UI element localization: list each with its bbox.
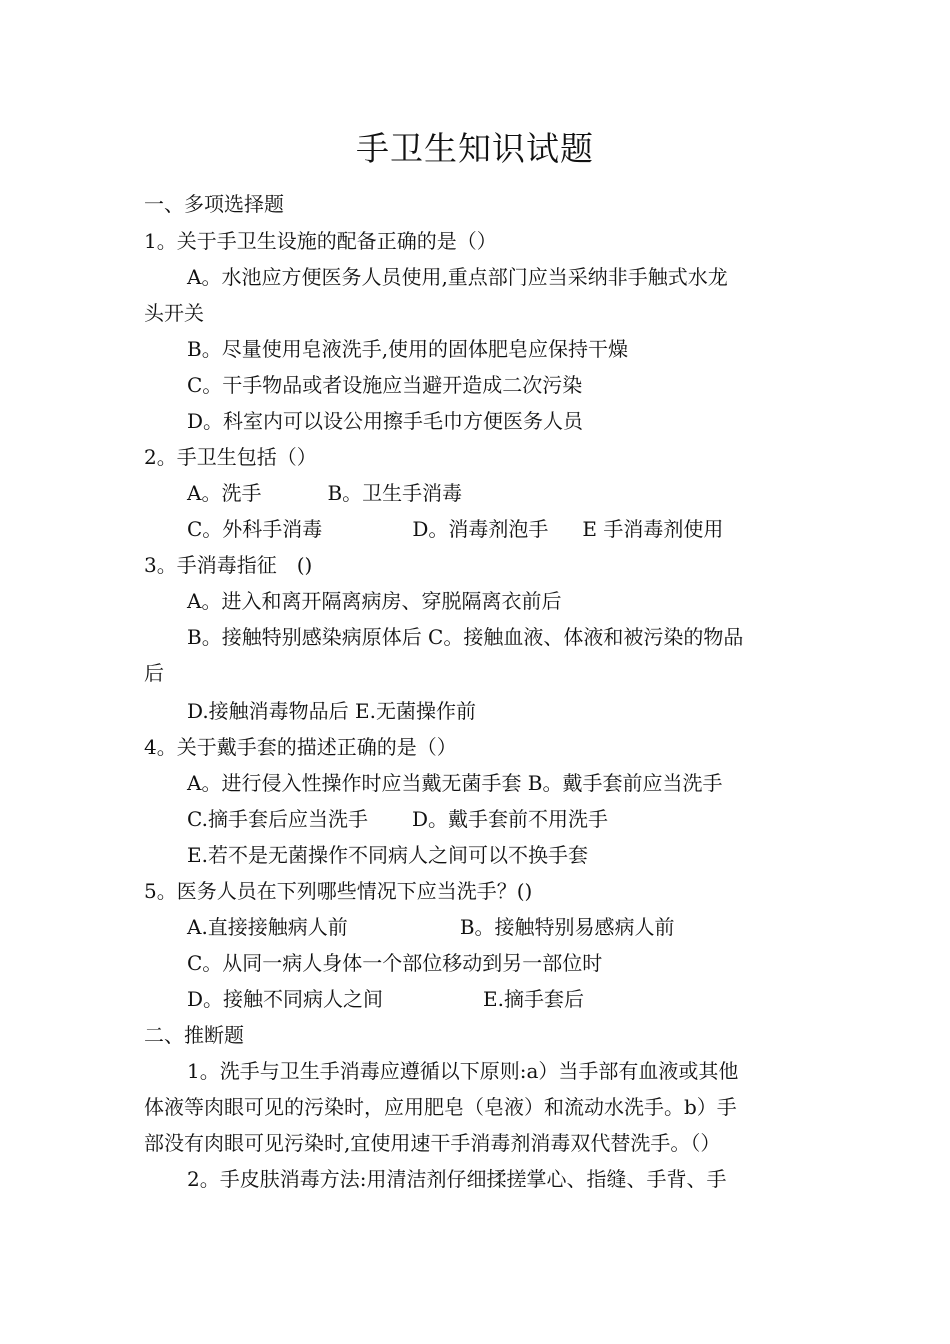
question-2-options-row-1 [187, 479, 462, 507]
question-5-option-e: E.摘手套后 [483, 987, 585, 1011]
question-3-option-b-c-continued: 后 [144, 661, 164, 685]
question-5-option-b: B。接触特别易感病人前 [459, 915, 675, 939]
question-5-option-d: D。接触不同病人之间 [187, 987, 384, 1011]
question-4-option-d: D。戴手套前不用洗手 [411, 807, 608, 831]
question-5-option-a: A.直接接触病人前 [187, 915, 348, 939]
question-2-option-a: A。洗手 [187, 481, 262, 505]
question-5-options-row-1 [187, 913, 675, 941]
question-3-option-d-e: D.接触消毒物品后 E.无菌操作前 [187, 699, 476, 723]
question-2-options-row-2 [187, 515, 723, 543]
judgement-1-line-3: 部没有肉眼可见污染时,宜使用速干手消毒剂消毒双代替洗手。（） [144, 1131, 721, 1155]
question-4-option-e: E.若不是无菌操作不同病人之间可以不换手套 [187, 843, 588, 867]
question-3-option-a: A。进入和离开隔离病房、穿脱隔离衣前后 [187, 589, 562, 613]
question-1-option-c: C。干手物品或者设施应当避开造成二次污染 [187, 373, 583, 397]
question-2-option-c: C。外科手消毒 [187, 517, 323, 541]
judgement-1-line-2: 体液等肉眼可见的污染时，应用肥皂（皂液）和流动水洗手。b）手 [144, 1095, 737, 1119]
question-5-stem: 5。医务人员在下列哪些情况下应当洗手？() [144, 879, 533, 903]
judgement-2-line-1: 2。手皮肤消毒方法:用清洁剂仔细揉搓掌心、指缝、手背、手 [187, 1167, 727, 1191]
question-1-option-b: B。尽量使用皂液洗手,使用的固体肥皂应保持干燥 [187, 337, 629, 361]
question-2-option-b: B。卫生手消毒 [327, 481, 463, 505]
question-2-stem: 2。手卫生包括（） [144, 445, 317, 469]
question-4-option-a-b: A。进行侵入性操作时应当戴无菌手套 B。戴手套前应当洗手 [187, 771, 723, 795]
question-4-stem: 4。关于戴手套的描述正确的是（） [144, 735, 457, 759]
question-3-stem: 3。手消毒指征 () [144, 553, 313, 577]
question-3-option-b-c: B。接触特别感染病原体后 C。接触血液、体液和被污染的物品 [187, 625, 744, 649]
question-4-options-row-2 [187, 805, 608, 833]
question-1-option-a: A。水池应方便医务人员使用,重点部门应当采纳非手触式水龙 [187, 265, 728, 289]
section-heading-multiple-choice: 一、多项选择题 [144, 192, 284, 216]
question-5-option-c: C。从同一病人身体一个部位移动到另一部位时 [187, 951, 603, 975]
section-heading-judgement: 二、推断题 [144, 1023, 244, 1047]
question-1-stem: 1。关于手卫生设施的配备正确的是（） [144, 229, 497, 253]
question-1-option-d: D。科室内可以设公用擦手毛巾方便医务人员 [187, 409, 584, 433]
page-title: 手卫生知识试题 [356, 129, 594, 168]
question-1-option-a-continued: 头开关 [144, 301, 204, 325]
question-4-option-c: C.摘手套后应当洗手 [187, 807, 368, 831]
question-2-option-d: D。消毒剂泡手 [412, 517, 549, 541]
question-2-option-e: E 手消毒剂使用 [582, 517, 724, 541]
question-5-options-row-3 [187, 985, 584, 1013]
judgement-1-line-1: 1。洗手与卫生手消毒应遵循以下原则:a）当手部有血液或其他 [187, 1059, 739, 1083]
